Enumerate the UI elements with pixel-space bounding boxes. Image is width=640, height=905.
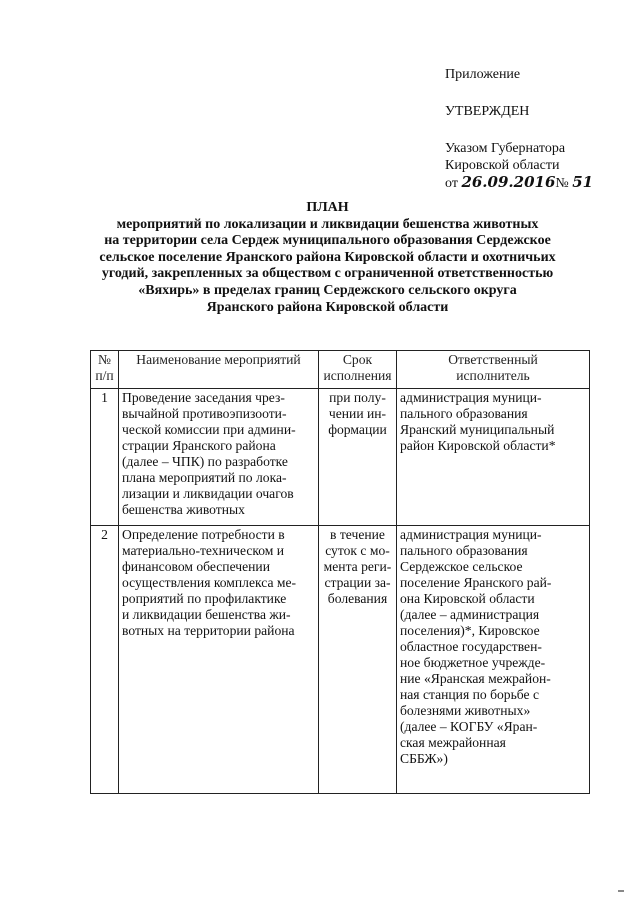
cell-line: вычайной противоэпизооти-	[122, 406, 287, 421]
cell-line: в течение	[330, 527, 385, 542]
cell-line: (далее – КОГБУ «Яран-	[400, 719, 538, 734]
cell-line: роприятий по профилактике	[122, 591, 287, 606]
date-prefix: от	[445, 176, 458, 191]
cell-line: район Кировской области*	[400, 438, 556, 453]
row-number: 1	[91, 389, 119, 526]
header-term	[319, 351, 397, 389]
decree-line-2: Кировской области	[445, 158, 560, 173]
cell-line: Определение потребности в	[122, 527, 285, 542]
cell-line: формации	[328, 422, 387, 437]
cell-line: плана мероприятий по лока-	[122, 470, 287, 485]
header-resp-line: Ответственный	[448, 352, 538, 367]
cell-line: лизации и ликвидации очагов	[122, 486, 294, 501]
cell-line: она Кировской области	[400, 591, 535, 606]
cell-line: администрация муници-	[400, 390, 542, 405]
plan-table	[90, 350, 590, 794]
cell-line: ное бюджетное учрежде-	[400, 655, 546, 670]
cell-line: Проведение заседания чрез-	[122, 390, 285, 405]
appendix-label: Приложение	[445, 67, 521, 82]
table-row	[91, 526, 590, 794]
cell-line: областное государствен-	[400, 639, 542, 654]
cell-line: (далее – администрация	[400, 607, 540, 622]
plan-heading: ПЛАН	[306, 200, 349, 215]
cell-line: Сердежское сельское	[400, 559, 523, 574]
cell-line: материально-техническом и	[122, 543, 285, 558]
decree-number: 51	[572, 173, 594, 191]
cell-line: ская межрайонная	[400, 735, 506, 750]
scan-artifact	[618, 890, 624, 892]
row-responsible	[397, 389, 590, 526]
cell-line: вотных на территории района	[122, 623, 295, 638]
header-term-line: исполнения	[323, 368, 392, 383]
cell-line: ная станция по борьбе с	[400, 687, 539, 702]
cell-line: болезнями животных»	[400, 703, 531, 718]
row-responsible	[397, 526, 590, 794]
header-num	[91, 351, 119, 389]
cell-line: поселение Яранского рай-	[400, 575, 552, 590]
header-name	[119, 351, 319, 389]
cell-line: мента реги-	[323, 559, 392, 574]
cell-line: (далее – ЧПК) по разработке	[122, 454, 288, 469]
plan-subtitle-line: на территории села Сердеж муниципального образования Сердежское	[104, 233, 551, 249]
cell-line: финансовом обеспечении	[122, 559, 270, 574]
cell-line: ческой комиссии при админи-	[122, 422, 296, 437]
row-activity	[119, 526, 319, 794]
cell-line: пального образования	[400, 543, 528, 558]
plan-subtitle-line: мероприятий по локализации и ликвидации бешенства животных	[116, 216, 539, 232]
approval-stamp	[445, 66, 625, 192]
cell-line: администрация муници-	[400, 527, 542, 542]
header-resp-line: исполнитель	[456, 368, 530, 383]
decree-date: 26.09.2016	[461, 173, 556, 191]
plan-subtitle-line: «Вяхирь» в пределах границ Сердежского сельского округа	[138, 282, 517, 298]
row-term	[319, 526, 397, 794]
header-num-line: п/п	[95, 368, 114, 383]
cell-line: болевания	[327, 591, 388, 606]
table-row	[91, 389, 590, 526]
cell-line: поселения)*, Кировское	[400, 623, 540, 638]
cell-line: СББЖ»)	[400, 751, 448, 766]
row-number: 2	[91, 526, 119, 794]
cell-line: осуществления комплекса ме-	[122, 575, 297, 590]
cell-line: бешенства животных	[122, 502, 245, 517]
row-term	[319, 389, 397, 526]
cell-line: чении ин-	[328, 406, 387, 421]
plan-title	[85, 200, 570, 316]
header-term-line: Срок	[342, 352, 373, 367]
approved-label: УТВЕРЖДЕН	[445, 104, 530, 119]
header-responsible	[397, 351, 590, 389]
cell-line: и ликвидации бешенства жи-	[122, 607, 291, 622]
cell-line: страции за-	[324, 575, 391, 590]
header-name-line: Наименование мероприятий	[136, 352, 301, 367]
number-prefix: №	[555, 176, 569, 191]
cell-line: при полу-	[329, 390, 386, 405]
table-header-row	[91, 351, 590, 389]
header-num-line: №	[98, 352, 111, 367]
cell-line: ние «Яранская межрайон-	[400, 671, 551, 686]
cell-line: суток с мо-	[325, 543, 390, 558]
cell-line: пального образования	[400, 406, 528, 421]
plan-subtitle-line: угодий, закрепленных за обществом с ограниченной ответственностью	[101, 266, 554, 282]
plan-subtitle-line: сельское поселение Яранского района Кировской области и охотничьих	[99, 249, 556, 265]
plan-subtitle-line: Яранского района Кировской области	[206, 299, 449, 315]
row-activity	[119, 389, 319, 526]
decree-line-1: Указом Губернатора	[445, 141, 566, 156]
decree-date-line	[445, 174, 625, 192]
cell-line: Яранский муниципальный	[400, 422, 555, 437]
cell-line: страции Яранского района	[122, 438, 276, 453]
